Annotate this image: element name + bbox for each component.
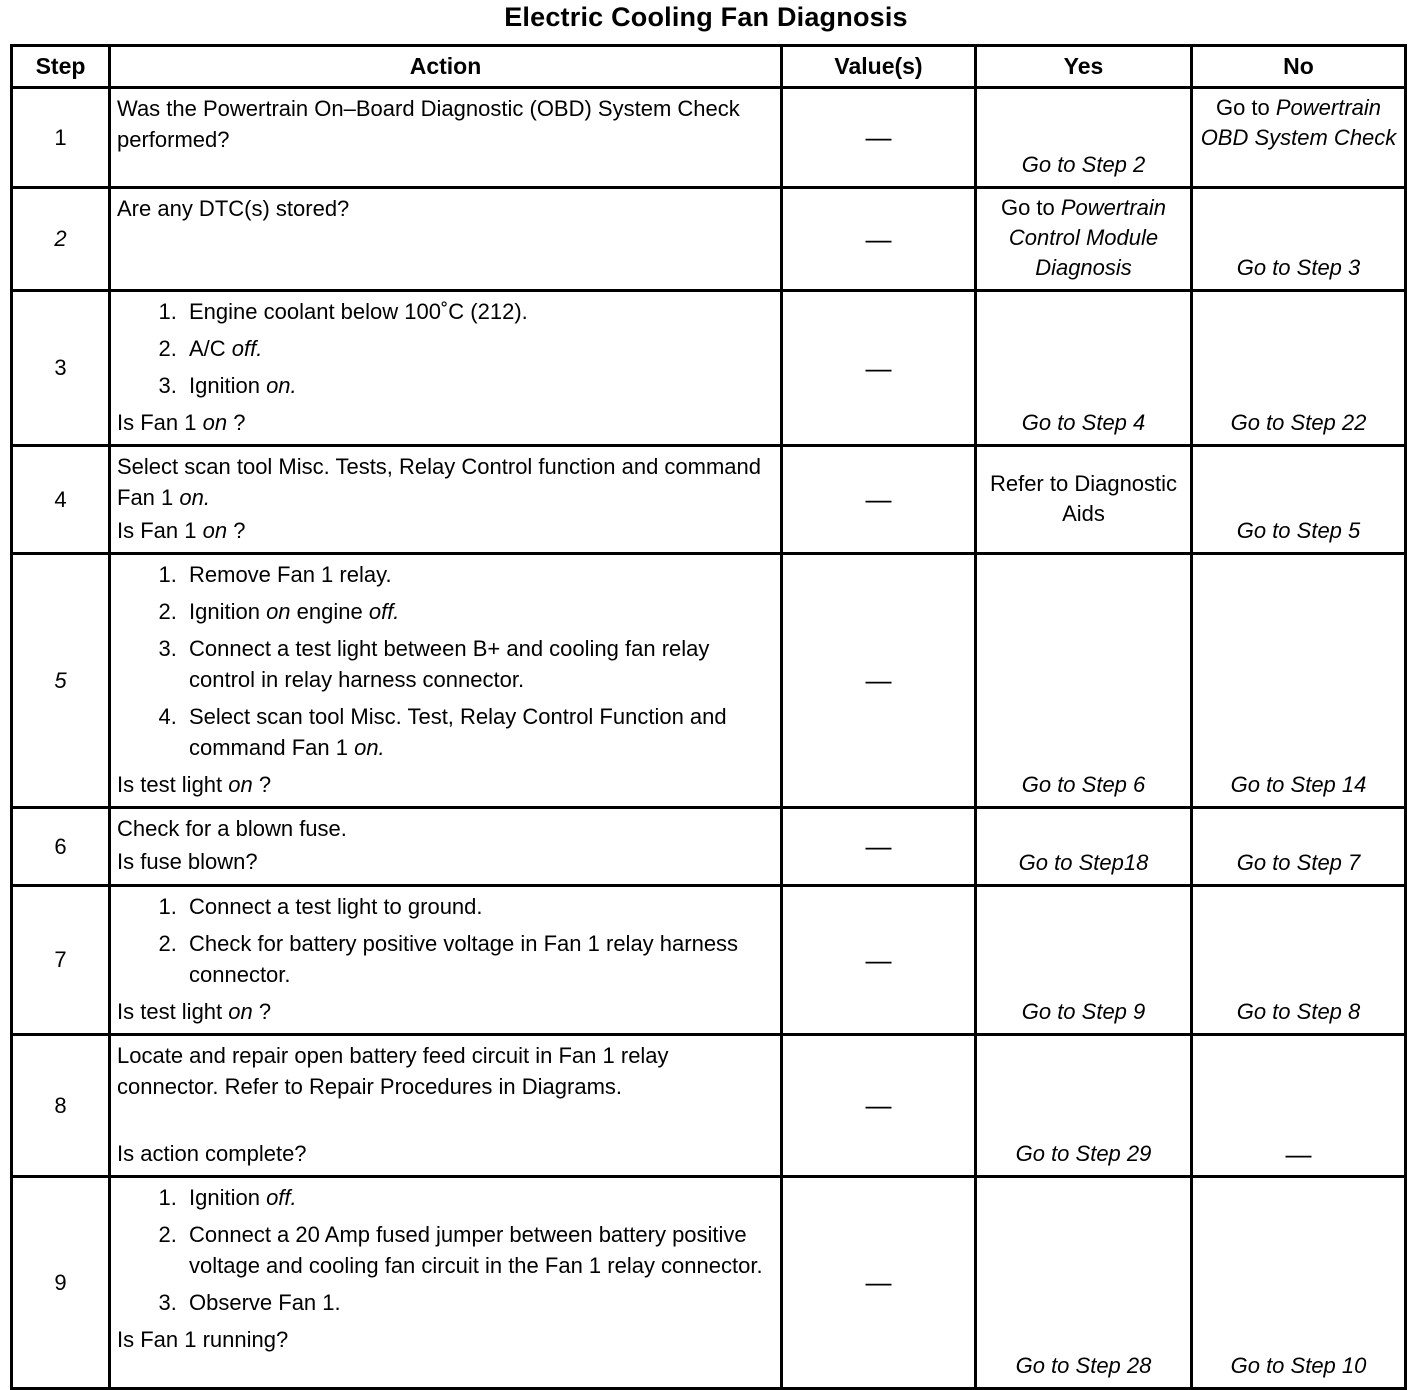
no-cell: Go to Step 7 (1192, 808, 1406, 886)
no-cell: Go to Step 8 (1192, 886, 1406, 1035)
table-row (12, 1035, 1406, 1177)
list-item: 1. Engine coolant below 100˚C (212). (183, 296, 774, 327)
yes-cell: Go to Step 6 (976, 554, 1192, 808)
list-item: 2. Connect a 20 Amp fused jumper between battery positive voltage and cooling fan circuit in the Fan 1 relay connector. (183, 1219, 774, 1281)
yes-cell: Go to Step 2 (976, 88, 1192, 188)
list-item: 3. Connect a test light between B+ and cooling fan relay control in relay harness connector. (183, 633, 774, 695)
page-title: Electric Cooling Fan Diagnosis (504, 2, 908, 32)
list-item: 1. Remove Fan 1 relay. (183, 559, 774, 590)
header-yes: Yes (976, 46, 1192, 88)
step-number: 4 (12, 446, 110, 554)
step-number: 1 (12, 88, 110, 188)
list-item: 3. Ignition on. (183, 370, 774, 401)
table-row (12, 886, 1406, 1035)
procedure-list (117, 296, 774, 401)
list-item: 3. Observe Fan 1. (183, 1287, 774, 1318)
yes-cell: Go to Step 29 (976, 1035, 1192, 1177)
header-row (12, 46, 1406, 88)
action-text: Was the Powertrain On–Board Diagnostic (OBD) System Check performed? (117, 96, 740, 152)
no-cell: Go to Step 10 (1192, 1177, 1406, 1389)
table-row (12, 88, 1406, 188)
list-item: 1. Ignition off. (183, 1182, 774, 1213)
step-number: 7 (12, 886, 110, 1035)
step-number: 5 (12, 554, 110, 808)
table-row (12, 808, 1406, 886)
yes-cell (976, 188, 1192, 291)
table-row (12, 1177, 1406, 1389)
list-item: 1. Connect a test light to ground. (183, 891, 774, 922)
table-row (12, 291, 1406, 446)
yes-cell: Go to Step18 (976, 808, 1192, 886)
action-text: Locate and repair open battery feed circuit in Fan 1 relay connector. Refer to Repair Procedures in Diagrams. (117, 1043, 669, 1099)
action-cell (110, 1177, 782, 1389)
action-cell (110, 1035, 782, 1177)
header-no: No (1192, 46, 1406, 88)
action-cell (110, 88, 782, 188)
action-cell (110, 291, 782, 446)
question: Is Fan 1 running? (117, 1327, 289, 1352)
no-cell (1192, 88, 1406, 188)
action-text: Are any DTC(s) stored? (117, 196, 350, 221)
header-action: Action (110, 46, 782, 88)
diagnosis-table (10, 44, 1407, 1390)
no-cell: — (1192, 1035, 1406, 1177)
question: Is Fan 1 on ? (117, 518, 246, 543)
no-cell: Go to Step 5 (1192, 446, 1406, 554)
value-cell: — (782, 554, 976, 808)
yes-cell: Go to Step 9 (976, 886, 1192, 1035)
action-cell (110, 886, 782, 1035)
step-number: 8 (12, 1035, 110, 1177)
question: Is Fan 1 on ? (117, 410, 246, 435)
list-item: 2. A/C off. (183, 333, 774, 364)
yes-cell: Refer to Diagnostic Aids (976, 446, 1192, 554)
question: Is fuse blown? (117, 849, 258, 874)
question: Is test light on ? (117, 772, 272, 797)
procedure-list (117, 891, 774, 990)
list-item: 2. Check for battery positive voltage in Fan 1 relay harness connector. (183, 928, 774, 990)
value-cell: — (782, 1177, 976, 1389)
action-text: Select scan tool Misc. Tests, Relay Control function and command Fan 1 on. (117, 454, 762, 510)
table-row (12, 446, 1406, 554)
value-cell: — (782, 446, 976, 554)
no-cell: Go to Step 3 (1192, 188, 1406, 291)
step-number: 2 (12, 188, 110, 291)
no-prefix: Go to (1215, 95, 1276, 120)
list-item: 2. Ignition on engine off. (183, 596, 774, 627)
step-number: 3 (12, 291, 110, 446)
header-step: Step (12, 46, 110, 88)
no-cell: Go to Step 14 (1192, 554, 1406, 808)
yes-cell: Go to Step 28 (976, 1177, 1192, 1389)
action-cell (110, 808, 782, 886)
table-row (12, 188, 1406, 291)
step-number: 9 (12, 1177, 110, 1389)
value-cell: — (782, 1035, 976, 1177)
question: Is test light on ? (117, 999, 272, 1024)
value-cell: — (782, 808, 976, 886)
action-cell (110, 554, 782, 808)
action-text: Check for a blown fuse. (117, 816, 347, 841)
yes-prefix: Go to (1000, 195, 1061, 220)
no-cell: Go to Step 22 (1192, 291, 1406, 446)
step-number: 6 (12, 808, 110, 886)
value-cell: — (782, 291, 976, 446)
question: Is action complete? (117, 1141, 307, 1166)
yes-cell: Go to Step 4 (976, 291, 1192, 446)
yes-link: Powertrain Control Module Diagnosis (1008, 195, 1167, 280)
value-cell: — (782, 88, 976, 188)
header-values: Value(s) (782, 46, 976, 88)
value-cell: — (782, 886, 976, 1035)
action-cell (110, 446, 782, 554)
no-link: Powertrain OBD System Check (1200, 95, 1397, 150)
value-cell: — (782, 188, 976, 291)
action-cell (110, 188, 782, 291)
list-item: 4. Select scan tool Misc. Test, Relay Control Function and command Fan 1 on. (183, 701, 774, 763)
table-row (12, 554, 1406, 808)
procedure-list (117, 559, 774, 763)
procedure-list (117, 1182, 774, 1318)
